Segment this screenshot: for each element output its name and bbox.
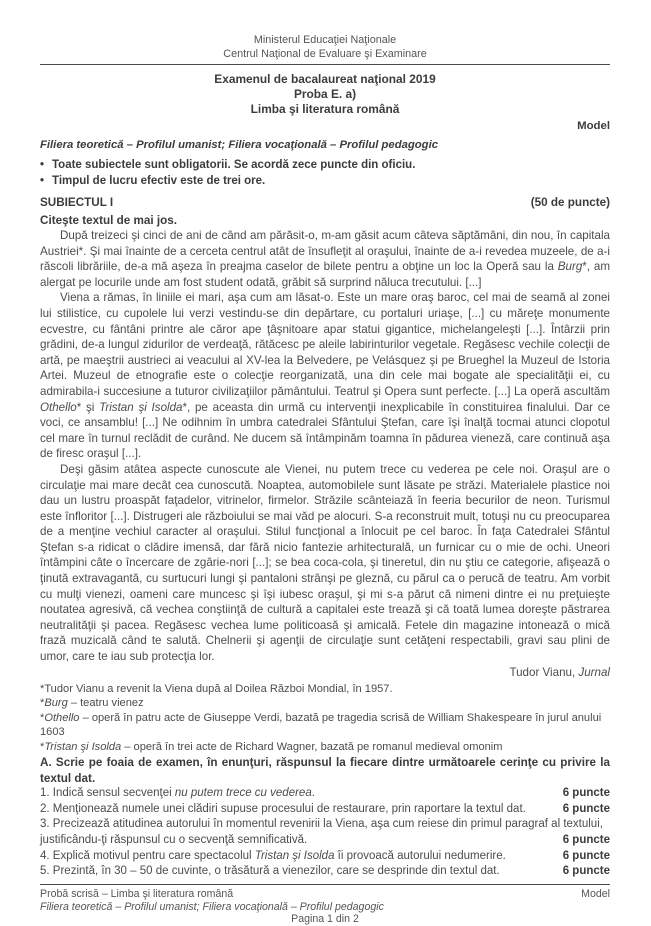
- subject-heading-row: [40, 195, 610, 211]
- question-points: 6 puncte: [562, 834, 610, 846]
- question-number: 3.: [40, 818, 50, 831]
- question-text: Precizează atitudinea autorului în momentul revenirii la Viena, aşa cum reiese din primul paragraf al textului, justificându-ţi răspunsul cu o secvenţă semnificativă.: [40, 818, 603, 846]
- model-label: Model: [577, 120, 610, 132]
- question-item: [40, 849, 610, 865]
- doc-footer: [40, 888, 610, 926]
- footer-page-number: Pagina 1 din 2: [291, 913, 359, 926]
- ministry-name: Ministerul Educaţiei Naţionale: [253, 34, 397, 46]
- subject-title: SUBIECTUL I: [40, 196, 114, 209]
- proba-label: Proba E. a): [293, 87, 357, 101]
- instruction-text: Timpul de lucru efectiv este de trei ore.: [52, 174, 266, 187]
- question-text: Menţionează numele unei clădiri supuse procesului de restaurare, prin raportare la textul dat.: [52, 802, 526, 815]
- instruction-text: Toate subiectele sunt obligatorii. Se acordă zece puncte din oficiu.: [52, 159, 416, 171]
- footnotes-block: [40, 682, 610, 755]
- bullet-icon: •: [40, 174, 45, 187]
- footnote: *Tudor Vianu a revenit la Viena după al Doilea Război Mondial, în 1957.: [40, 682, 393, 695]
- exam-title: Examenul de bacalaureat naţional 2019: [214, 72, 436, 86]
- bullet-icon: •: [40, 159, 45, 171]
- footer-proba: Probă scrisă – Limba şi literatura română: [40, 887, 234, 900]
- footer-rule: [40, 884, 610, 885]
- instruction-item: [40, 158, 610, 174]
- evaluation-center-name: Centrul Naţional de Evaluare şi Examinare: [223, 48, 427, 60]
- question-number: 1.: [40, 787, 50, 800]
- footnote: *Othello – operă în patru acte de Giuseppe Verdi, bazată pe tragedia scrisă de William Shakespeare în jurul anului 1603: [40, 711, 602, 739]
- question-item: [40, 802, 610, 818]
- question-number: 4.: [40, 849, 50, 862]
- instruction-item: [40, 174, 610, 190]
- footnote: *Burg – teatru vienez: [40, 697, 144, 710]
- subject-name: Limba şi literatura română: [250, 102, 400, 116]
- subject-points: (50 de puncte): [530, 196, 610, 209]
- question-points: 6 puncte: [562, 787, 610, 800]
- question-text: Explică motivul pentru care spectacolul Tristan şi Isolda îi provoacă autorului nedumerire.: [52, 849, 506, 862]
- doc-header: [40, 33, 610, 61]
- question-points: 6 puncte: [562, 865, 610, 878]
- text-paragraph: Deşi găsim atâtea aspecte cunoscute ale Vienei, nu putem trece cu vederea pe cele noi. Oraşul are o circulaţie mai mare decât cea cunoscută. Noaptea, automobilele sunt lăsate pe străzi. Materialele plastice noi dau un lustru proaspăt faţadelor, vitrinelor, firmelor. Străzile scânteiază în feeria becurilor de neon. Turismul este înfloritor [...]. Distrugeri ale războiului se mai văd pe alocuri. S-a reconstruit mult, totuşi nu cu preocuparea de a menţine vechiul caracter al oraşului. Stilul funcţional a înlocuit pe cel baroc. În faţa Catedralei Sfântul Ştefan s-a ridicat o clădire imensă, dar fără nicio fantezie arhitecturală, un furnicar cu o mie de ochi. Uneori întâmpini câte o încercare de zgârie-nori [...]; se bea coca-cola, şi tineretul, din nu ştiu ce categorie, afişează o ţinută extravagantă, cu surtucuri lungi şi pantaloni strânşi pe gleznă, cu părul ca o perucă de teatru. Am vorbit cu mulţi vienezi, oameni care muncesc şi îşi iubesc oraşul, şi mi s-a părut că nimeni dintre ei nu preţuieşte noutatea agresivă, că vechea conştiinţă de cultură a capitalei este trează şi că toată lumea doreşte păstrarea neutralităţii şi pacea. Regăsesc vechea lume politicoasă şi amicală. Fetele din magazine intonează o mică frază muzicală când te salută. Chelnerii şi agenţii de circulaţie sunt cetăţeni respectabili, gravi sau plini de umor, care te iau sub protecţia lor.: [40, 462, 610, 664]
- question-item: [40, 817, 610, 848]
- source-text: [40, 228, 610, 665]
- section-a-heading: A. Scrie pe foaia de examen, în enunţuri, răspunsul la fiecare dintre următoarele cerinţe cu privire la textul dat.: [40, 756, 610, 785]
- footer-row: [40, 888, 610, 901]
- lead-instruction: Citeşte textul de mai jos.: [40, 213, 178, 227]
- exam-title-block: [40, 72, 610, 117]
- instructions-list: [40, 158, 610, 189]
- footnote: *Tristan şi Isolda – operă în trei acte de Richard Wagner, bazată pe romanul medieval omonim: [40, 740, 503, 753]
- text-paragraph: După treizeci şi cinci de ani de când am părăsit-o, m-am găsit acum câteva săptămâni, din nou, în capitala Austriei*. Şi mai înainte de a cerceta centrul atât de însufleţit al oraşului, înainte de a-i revedea muzeele, de a-i răscoli librăriile, de-a mă aşeza în preajma caselor de bilete pentru a obţine un loc la Operă sau la Burg*, am alergat pe locurile unde am fost student odată, grăbit să surprind năluca trecutului. [...]: [40, 229, 611, 289]
- attribution: Tudor Vianu, Jurnal: [509, 665, 610, 679]
- footer-filiera: Filiera teoretică – Profilul umanist; Filiera vocaţională – Profilul pedagogic: [40, 900, 384, 913]
- question-points: 6 puncte: [562, 802, 610, 815]
- footer-model: Model: [581, 887, 610, 900]
- question-number: 5.: [40, 865, 50, 878]
- question-item: [40, 864, 610, 880]
- question-points: 6 puncte: [562, 849, 610, 862]
- question-number: 2.: [40, 802, 50, 815]
- question-text: Indică sensul secvenţei nu putem trece cu vederea.: [52, 787, 315, 800]
- text-paragraph: Viena a rămas, în liniile ei mari, aşa cum am lăsat-o. Este un mare oraş baroc, cel mai de seamă al zonei lui stilistice, cu cupolele lui verzi vestindu-se din depărtare, cu portaluri uriaşe, [...] cu măreţe monumente ecvestre, cu fântâni printre ale căror ape ţâşnitoare apar statui gigantice, michelangeleşti [...]. Întârzii prin grădini, de-a lungul zidurilor de verdeaţă, rătăcesc pe aleile labirinturilor vegetale. Regăsesc vechile colecţii de artă, pe maeştrii austrieci ai veacului al XV-lea la Belvedere, pe Velásquez şi pe Brueghel la Muzeul de Istoria Artei. Muzeul de etnografie este o colecţie reorganizată, una din cele mai bogate ale specialităţii ei, cu admirabila-i succesiune a tuturor civilizaţiilor pământului. Teatrul şi Opera sunt perfecte. [...] La operă ascultăm Othello* şi Tristan şi Isolda*, pe aceasta din urmă cu intervenţii inexplicabile în constituirea finalului. Dar ce voci, ce ansamblu! [...] Ne odihnim în umbra catedralei Sfântului Ştefan, care îşi înalţă tocmai atunci clopotul cel mare în turnul reclădit de curând. Ne ducem să întâmpinăm toamna în pădurea vieneză, care continuă aşa de firesc oraşul [...].: [40, 291, 611, 461]
- questions-list: [40, 786, 610, 880]
- header-rule: [40, 64, 610, 65]
- question-text: Prezintă, în 30 – 50 de cuvinte, o trăsătură a vienezilor, care se desprinde din textul dat.: [52, 865, 500, 878]
- question-item: [40, 786, 610, 802]
- filiera-line: Filiera teoretică – Profilul umanist; Filiera vocaţională – Profilul pedagogic: [40, 139, 439, 151]
